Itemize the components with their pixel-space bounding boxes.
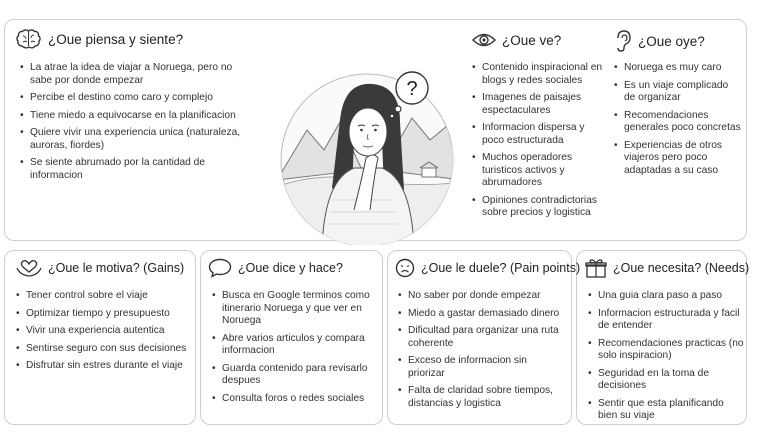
hears-title-text: ¿Oue oye? — [638, 33, 705, 49]
list-item: • Quiere vivir una experiencia unica (naturaleza, auroras, fiordes) — [20, 127, 256, 152]
list-item: • Optimizar tiempo y presupuesto — [16, 308, 190, 321]
gains-list — [16, 290, 190, 378]
sees-list — [472, 62, 604, 225]
list-item: • Muchos operadores turisticos activos y abrumadores — [472, 152, 604, 190]
list-item: • Exceso de informacion sin priorizar — [398, 355, 566, 380]
needs-title-text: ¿Oue necesita? (Needs) — [613, 261, 750, 275]
gains-title — [16, 258, 184, 278]
sees-title-text: ¿Oue ve? — [502, 32, 562, 48]
list-item: • Busca en Google terminos como itinerario Noruega y que ver en Noruega — [212, 290, 378, 328]
list-item: • Percibe el destino como caro y complejo — [20, 92, 256, 105]
person-illustration — [262, 60, 472, 245]
thinks-title-text: ¿Oue piensa y siente? — [48, 31, 184, 47]
list-item: • Es un viaje complicado de organizar — [614, 80, 742, 105]
eye-icon — [472, 32, 496, 48]
list-item: • Vivir una experiencia autentica — [16, 325, 190, 338]
list-item: • Informacion dispersa y poco estructurada — [472, 122, 604, 147]
pains-list — [398, 290, 566, 415]
hears-list — [614, 62, 742, 182]
list-item: • No saber por donde empezar — [398, 290, 566, 303]
list-item: • Opiniones contradictorias sobre precios y logistica — [472, 195, 604, 220]
list-item: • Noruega es muy caro — [614, 62, 742, 75]
pains-title — [395, 258, 580, 278]
sees-title — [472, 32, 561, 48]
list-item: • Recomendaciones practicas (no solo inspiracion) — [588, 338, 744, 363]
list-item: • Recomendaciones generales poco concretas — [614, 110, 742, 135]
gains-title-text: ¿Oue le motiva? (Gains) — [48, 261, 185, 275]
list-item: • Dificultad para organizar una ruta coherente — [398, 325, 566, 350]
gift-icon — [585, 258, 607, 278]
says-title — [208, 258, 343, 278]
list-item: • Abre varios articulos y compara informacion — [212, 333, 378, 358]
pains-title-text: ¿Oue le duele? (Pain points) — [421, 261, 581, 275]
list-item: • Sentirse seguro con sus decisiones — [16, 343, 190, 356]
list-item: • Consulta foros o redes sociales — [212, 393, 378, 406]
says-list — [212, 290, 378, 410]
says-title-text: ¿Oue dice y hace? — [238, 261, 343, 275]
list-item: • Disfrutar sin estres durante el viaje — [16, 360, 190, 373]
thinks-list — [20, 62, 256, 187]
list-item: • Informacion estructurada y facil de entender — [588, 308, 744, 333]
sad-face-icon — [395, 258, 415, 278]
question-mark: ? — [406, 78, 418, 100]
list-item: • Miedo a gastar demasiado dinero — [398, 308, 566, 321]
list-item: • La atrae la idea de viajar a Noruega, pero no sabe por donde empezar — [20, 62, 256, 87]
brain-icon — [16, 28, 42, 50]
list-item: • Tiene miedo a equivocarse en la planificacion — [20, 110, 256, 123]
list-item: • Una guia clara paso a paso — [588, 290, 744, 303]
list-item: • Sentir que esta planificando bien su viaje — [588, 398, 744, 423]
needs-list — [588, 290, 744, 428]
speech-bubble-icon — [208, 258, 232, 278]
list-item: • Seguridad en la toma de decisiones — [588, 368, 744, 393]
list-item: • Se siente abrumado por la cantidad de informacion — [20, 157, 256, 182]
list-item: • Contenido inspiracional en blogs y redes sociales — [472, 62, 604, 87]
needs-title — [585, 258, 749, 278]
list-item: • Experiencias de otros viajeros pero poco adaptadas a su caso — [614, 140, 742, 178]
hears-title — [614, 30, 705, 52]
ear-icon — [614, 30, 632, 52]
list-item: • Falta de claridad sobre tiempos, distancias y logistica — [398, 385, 566, 410]
list-item: • Guarda contenido para revisarlo despues — [212, 363, 378, 388]
thinks-title — [16, 28, 183, 50]
heart-hands-icon — [16, 258, 42, 278]
list-item: • Tener control sobre el viaje — [16, 290, 190, 303]
list-item: • Imagenes de paisajes espectaculares — [472, 92, 604, 117]
